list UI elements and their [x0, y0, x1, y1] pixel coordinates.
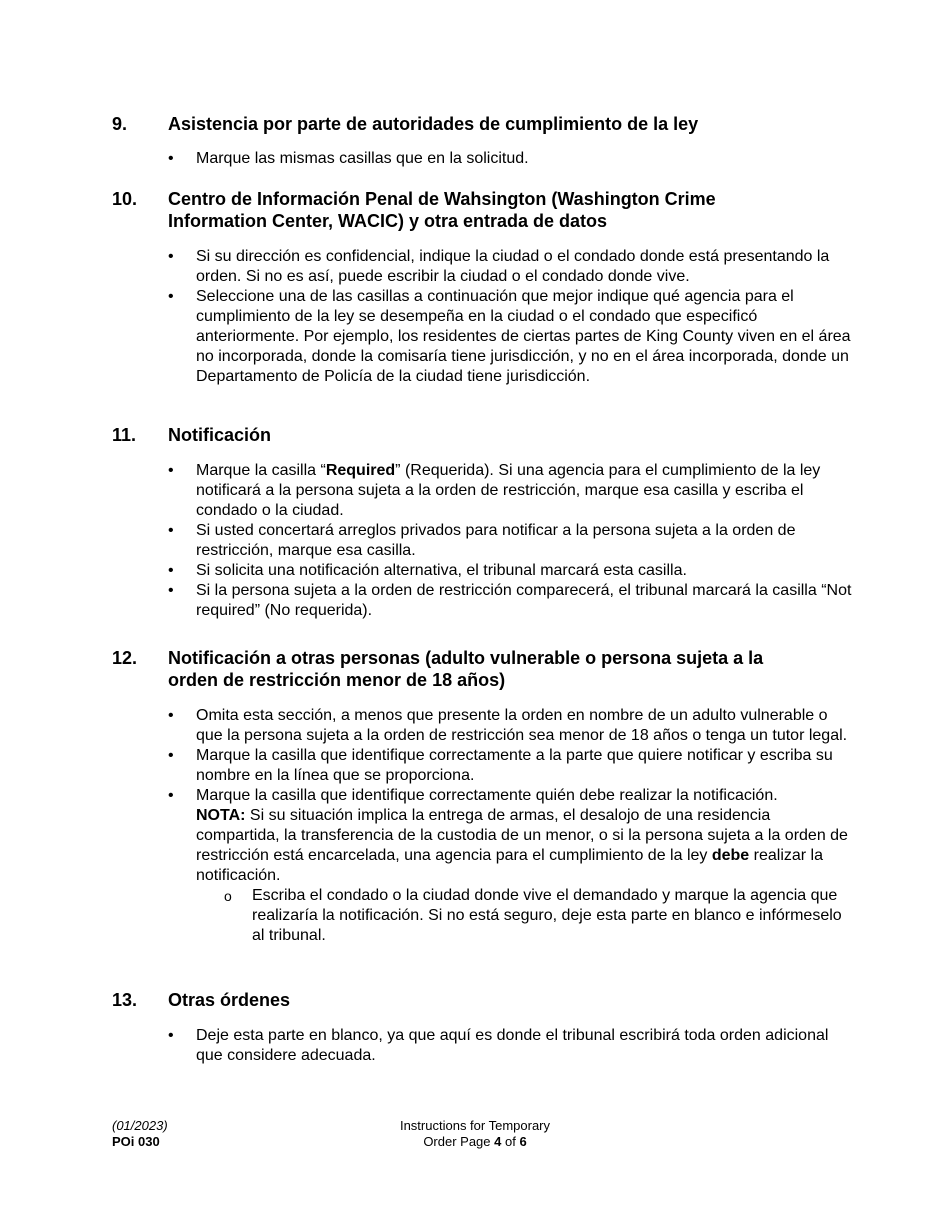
bullet-icon: •	[168, 1027, 174, 1044]
footer-title: Instructions for Temporary	[399, 1118, 551, 1133]
list-item	[168, 786, 852, 946]
nota-label: NOTA:	[196, 807, 246, 824]
list-item-text: Si solicita una notificación alternativa, el tribunal marcará esta casilla.	[196, 562, 687, 579]
sub-list-item-text: Escriba el condado o la ciudad donde vive el demandado y marque la agencia que realizaría la notificación. Si no está seguro, deje esta parte en blanco e infórmeselo al tribunal.	[252, 887, 842, 944]
of-word: of	[501, 1134, 520, 1149]
list-item-text: ” (Requerida). Si una agencia para el cumplimiento de la ley notificará a la persona sujeta a la orden de restricción, marque esa casilla y escriba el condado o la ciudad.	[196, 462, 821, 519]
section-number: 10.	[112, 189, 138, 209]
list-item-text: Marque la casilla “	[196, 462, 326, 479]
section-heading	[112, 424, 852, 446]
footer-date: (01/2023)	[112, 1118, 168, 1133]
section-title: Otras órdenes	[168, 990, 291, 1010]
list-item-text: Si la persona sujeta a la orden de restricción comparecerá, el tribunal marcará la casilla “Not required” (No requerida).	[196, 582, 852, 619]
required-label: Required	[325, 462, 396, 479]
page-word: Order Page	[423, 1134, 495, 1149]
debe-emphasis: debe	[711, 847, 750, 864]
bullet-icon: •	[168, 707, 174, 724]
bullet-list	[168, 1026, 852, 1066]
section-title-line-1: Notificación a otras personas (adulto vulnerable o persona sujeta a la	[168, 648, 764, 668]
list-item-text: Deje esta parte en blanco, ya que aquí es donde el tribunal escribirá toda orden adicional que considere adecuada.	[196, 1027, 829, 1064]
footer-form-info	[112, 1118, 168, 1150]
bullet-icon: •	[168, 747, 174, 764]
list-item-text: Marque las mismas casillas que en la solicitud.	[196, 150, 529, 167]
page-current: 4	[494, 1134, 502, 1149]
section-12	[112, 647, 852, 946]
list-item-text: Marque la casilla que identifique correctamente a la parte que quiere notificar y escriba su nombre en la línea que se proporciona.	[196, 747, 833, 784]
section-number: 12.	[112, 648, 138, 668]
section-heading	[112, 113, 852, 135]
list-item-text: Si su situación implica la entrega de armas, el desalojo de una residencia compartida, la transferencia de la custodia de un menor, o si la persona sujeta a la orden de restricción está encarcelada, una agencia para el cumplimiento de la ley	[196, 807, 848, 864]
section-title: Notificación	[168, 425, 272, 445]
section-9	[112, 113, 852, 169]
list-item	[168, 746, 852, 786]
list-item	[168, 149, 852, 169]
list-item	[168, 561, 852, 581]
bullet-icon: •	[168, 150, 174, 167]
list-item	[168, 521, 852, 561]
list-item	[168, 461, 852, 521]
list-item-text: realizar la notificación.	[196, 847, 823, 884]
bullet-list	[168, 149, 852, 169]
list-item	[168, 706, 852, 746]
section-heading	[112, 647, 852, 691]
bullet-icon: •	[168, 787, 174, 804]
section-number: 9.	[112, 114, 128, 134]
bullet-list	[168, 706, 852, 946]
circle-bullet-icon: o	[224, 888, 232, 904]
list-item	[168, 247, 852, 287]
footer-page-number	[275, 1134, 675, 1150]
section-title-line-2: Information Center, WACIC) y otra entrada de datos	[168, 211, 608, 231]
section-title: Asistencia por parte de autoridades de cumplimiento de la ley	[168, 114, 699, 134]
bullet-list	[168, 461, 852, 621]
list-item-text: Seleccione una de las casillas a continuación que mejor indique qué agencia para el cumplimiento de la ley se desempeña en la ciudad o el condado que especificó anteriormente. Por ejemplo, los residentes de ciertas partes de King County viven en el área no incorporada, donde la comisaría tiene jurisdicción, y no en el área incorporada, donde un Departamento de Policía de la ciudad tiene jurisdicción.	[196, 288, 851, 385]
sub-list-item	[224, 886, 852, 946]
bullet-icon: •	[168, 522, 174, 539]
page-total: 6	[519, 1134, 527, 1149]
section-number: 11.	[112, 425, 137, 445]
footer-form-id: POi 030	[112, 1134, 160, 1149]
sub-bullet-list	[224, 886, 852, 946]
section-heading	[112, 188, 852, 232]
bullet-icon: •	[168, 582, 174, 599]
bullet-icon: •	[168, 248, 174, 265]
bullet-list	[168, 247, 852, 387]
list-item-text: Marque la casilla que identifique correctamente quién debe realizar la notificación.	[196, 787, 778, 804]
section-11	[112, 424, 852, 621]
section-13	[112, 989, 852, 1066]
list-item	[168, 1026, 852, 1066]
list-item-text: Si usted concertará arreglos privados para notificar a la persona sujeta a la orden de restricción, marque esa casilla.	[196, 522, 796, 559]
section-title-line-1: Centro de Información Penal de Wahsington (Washington Crime	[168, 189, 716, 209]
list-item	[168, 581, 852, 621]
bullet-icon: •	[168, 462, 174, 479]
section-heading	[112, 989, 852, 1011]
bullet-icon: •	[168, 562, 174, 579]
list-item-text: Omita esta sección, a menos que presente la orden en nombre de un adulto vulnerable o que la persona sujeta a la orden de restricción sea menor de 18 años o tenga un tutor legal.	[196, 707, 848, 744]
list-item	[168, 287, 852, 387]
section-10	[112, 188, 852, 387]
footer-page-info	[275, 1118, 675, 1150]
section-title-line-2: orden de restricción menor de 18 años)	[168, 670, 506, 690]
list-item-text: Si su dirección es confidencial, indique la ciudad o el condado donde está presentando la orden. Si no es así, puede escribir la ciudad o el condado donde vive.	[196, 248, 830, 285]
section-number: 13.	[112, 990, 138, 1010]
bullet-icon: •	[168, 288, 174, 305]
